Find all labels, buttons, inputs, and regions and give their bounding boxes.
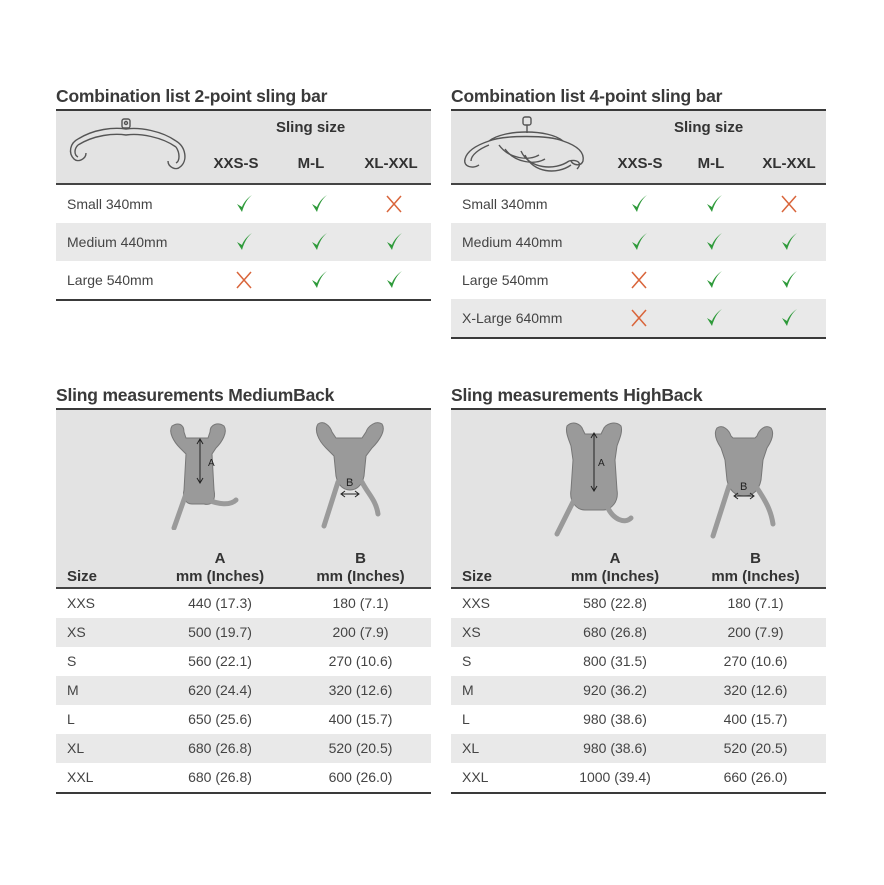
compat-cell	[206, 269, 281, 291]
check-icon	[384, 269, 404, 291]
combo-2point-section	[56, 85, 431, 301]
check-icon	[234, 193, 254, 215]
b-cell: 320 (12.6)	[328, 682, 393, 698]
col-header: M-L	[297, 155, 325, 172]
a-cell: 620 (24.4)	[188, 682, 252, 698]
compat-cell	[601, 193, 676, 215]
cross-icon	[779, 193, 799, 215]
cross-icon	[234, 269, 254, 291]
size-cell: L	[462, 711, 470, 727]
highback-sling-a-diagram	[549, 420, 639, 540]
combo-2point-rows	[56, 185, 431, 299]
table-row	[56, 647, 431, 676]
a-cell: 500 (19.7)	[188, 624, 252, 640]
b-cell: 320 (12.6)	[723, 682, 788, 698]
b-cell: 400 (15.7)	[328, 711, 393, 727]
compat-cell	[206, 231, 281, 253]
a-cell: 580 (22.8)	[583, 595, 647, 611]
col-header: XL-XXL	[762, 155, 816, 172]
col-b-unit: mm (Inches)	[711, 568, 800, 585]
b-cell: 200 (7.9)	[727, 624, 784, 640]
medium-back-section	[56, 384, 431, 794]
divider	[451, 792, 826, 794]
highback-sling-b-diagram	[699, 424, 789, 540]
table-row	[56, 589, 431, 618]
check-icon	[309, 231, 329, 253]
table-row	[56, 261, 431, 299]
combo-2point-header	[56, 111, 431, 183]
size-cell: M	[462, 682, 474, 698]
compat-cell	[601, 269, 676, 291]
compat-cell	[751, 269, 826, 291]
compat-cell	[281, 193, 356, 215]
compat-cell	[281, 231, 356, 253]
table-row	[451, 618, 826, 647]
mediumback-sling-a-diagram	[164, 420, 244, 530]
size-cell: XXL	[67, 769, 94, 785]
table-row	[451, 676, 826, 705]
a-cell: 800 (31.5)	[583, 653, 647, 669]
compat-cell	[751, 231, 826, 253]
a-cell: 560 (22.1)	[188, 653, 252, 669]
col-a-letter: A	[214, 550, 226, 567]
size-cell: XXS	[462, 595, 491, 611]
size-cell: L	[67, 711, 75, 727]
check-icon	[629, 193, 649, 215]
diagram-label-a: A	[208, 458, 215, 469]
four-point-sling-bar-icon	[459, 115, 589, 179]
compat-cell	[676, 269, 751, 291]
size-cell: S	[67, 653, 77, 669]
b-cell: 600 (26.0)	[328, 769, 393, 785]
table-row	[56, 223, 431, 261]
col-a-header	[150, 550, 290, 586]
row-label: Small 340mm	[462, 195, 548, 212]
compat-cell	[676, 307, 751, 329]
combo-2point-title: Combination list 2-point sling bar	[56, 86, 328, 106]
diagram-label-a: A	[598, 458, 605, 469]
size-cell: XS	[462, 624, 481, 640]
table-row	[56, 185, 431, 223]
col-a-letter: A	[609, 550, 621, 567]
cross-icon	[629, 269, 649, 291]
check-icon	[779, 269, 799, 291]
diagram-label-b: B	[346, 477, 354, 489]
col-a-unit: mm (Inches)	[570, 568, 660, 585]
table-row	[451, 299, 826, 337]
compat-cell	[601, 307, 676, 329]
size-cell: XL	[462, 740, 480, 756]
row-label: Medium 440mm	[462, 233, 563, 250]
col-header: XL-XXL	[364, 155, 418, 172]
b-cell: 270 (10.6)	[723, 653, 788, 669]
row-label: Medium 440mm	[67, 233, 168, 250]
col-a-header	[545, 550, 685, 586]
sling-size-label: Sling size	[674, 119, 744, 136]
divider	[451, 337, 826, 339]
size-cell: S	[462, 653, 472, 669]
combo-4point-title: Combination list 4-point sling bar	[451, 86, 723, 106]
col-header: XXS-S	[617, 155, 663, 172]
check-icon	[704, 307, 724, 329]
compat-cell	[356, 231, 431, 253]
size-cell: XL	[67, 740, 85, 756]
mediumback-sling-b-diagram	[306, 420, 396, 530]
a-cell: 680 (26.8)	[188, 740, 252, 756]
b-cell: 520 (20.5)	[328, 740, 393, 756]
table-row	[451, 763, 826, 792]
b-cell: 200 (7.9)	[332, 624, 389, 640]
table-row	[451, 705, 826, 734]
b-cell: 180 (7.1)	[332, 595, 389, 611]
compat-cell	[601, 231, 676, 253]
sling-size-label: Sling size	[276, 119, 346, 136]
check-icon	[704, 269, 724, 291]
size-cell: XXL	[462, 769, 489, 785]
b-cell: 660 (26.0)	[723, 769, 788, 785]
a-cell: 1000 (39.4)	[579, 769, 651, 785]
compat-cell	[676, 193, 751, 215]
table-row	[56, 763, 431, 792]
check-icon	[779, 231, 799, 253]
size-cell: XXS	[67, 595, 96, 611]
compat-cell	[676, 231, 751, 253]
size-cell: XS	[67, 624, 86, 640]
table-row	[56, 705, 431, 734]
row-label: Small 340mm	[67, 195, 153, 212]
size-header: Size	[67, 568, 98, 585]
diagram-label-b: B	[740, 481, 748, 493]
check-icon	[704, 193, 724, 215]
cross-icon	[384, 193, 404, 215]
col-b-letter: B	[355, 550, 366, 567]
high-back-rows	[451, 589, 826, 792]
a-cell: 920 (36.2)	[583, 682, 647, 698]
col-b-header	[685, 550, 826, 586]
check-icon	[234, 231, 254, 253]
compat-cell	[281, 269, 356, 291]
b-cell: 180 (7.1)	[727, 595, 784, 611]
b-cell: 400 (15.7)	[723, 711, 788, 727]
row-label: Large 540mm	[67, 271, 154, 288]
table-row	[56, 734, 431, 763]
medium-back-rows	[56, 589, 431, 792]
check-icon	[704, 231, 724, 253]
col-b-letter: B	[750, 550, 761, 567]
a-cell: 980 (38.6)	[583, 711, 647, 727]
a-cell: 680 (26.8)	[583, 624, 647, 640]
col-header: XXS-S	[213, 155, 259, 172]
b-cell: 270 (10.6)	[328, 653, 393, 669]
high-back-title: Sling measurements HighBack	[451, 385, 703, 405]
high-back-header	[451, 410, 826, 587]
table-row	[451, 223, 826, 261]
a-cell: 440 (17.3)	[188, 595, 252, 611]
check-icon	[779, 307, 799, 329]
combo-4point-section	[451, 85, 826, 339]
row-label: X-Large 640mm	[462, 309, 563, 326]
two-point-sling-bar-icon	[64, 117, 189, 177]
b-cell: 520 (20.5)	[723, 740, 788, 756]
table-row	[451, 185, 826, 223]
table-row	[56, 676, 431, 705]
compat-cell	[356, 193, 431, 215]
compat-cell	[751, 193, 826, 215]
compat-cell	[751, 307, 826, 329]
row-label: Large 540mm	[462, 271, 549, 288]
a-cell: 650 (25.6)	[188, 711, 252, 727]
check-icon	[384, 231, 404, 253]
divider	[56, 792, 431, 794]
high-back-section	[451, 384, 826, 794]
table-row	[451, 261, 826, 299]
col-b-header	[290, 550, 431, 586]
table-row	[451, 589, 826, 618]
check-icon	[309, 269, 329, 291]
cross-icon	[629, 307, 649, 329]
table-row	[56, 618, 431, 647]
a-cell: 980 (38.6)	[583, 740, 647, 756]
combo-4point-rows	[451, 185, 826, 337]
divider	[56, 299, 431, 301]
size-cell: M	[67, 682, 79, 698]
table-row	[451, 647, 826, 676]
compat-cell	[206, 193, 281, 215]
col-b-unit: mm (Inches)	[316, 568, 405, 585]
medium-back-title: Sling measurements MediumBack	[56, 385, 335, 405]
col-header: M-L	[697, 155, 725, 172]
check-icon	[309, 193, 329, 215]
col-a-unit: mm (Inches)	[175, 568, 265, 585]
size-header: Size	[462, 568, 493, 585]
check-icon	[629, 231, 649, 253]
medium-back-header	[56, 410, 431, 587]
compat-cell	[356, 269, 431, 291]
a-cell: 680 (26.8)	[188, 769, 252, 785]
combo-4point-header	[451, 111, 826, 183]
table-row	[451, 734, 826, 763]
